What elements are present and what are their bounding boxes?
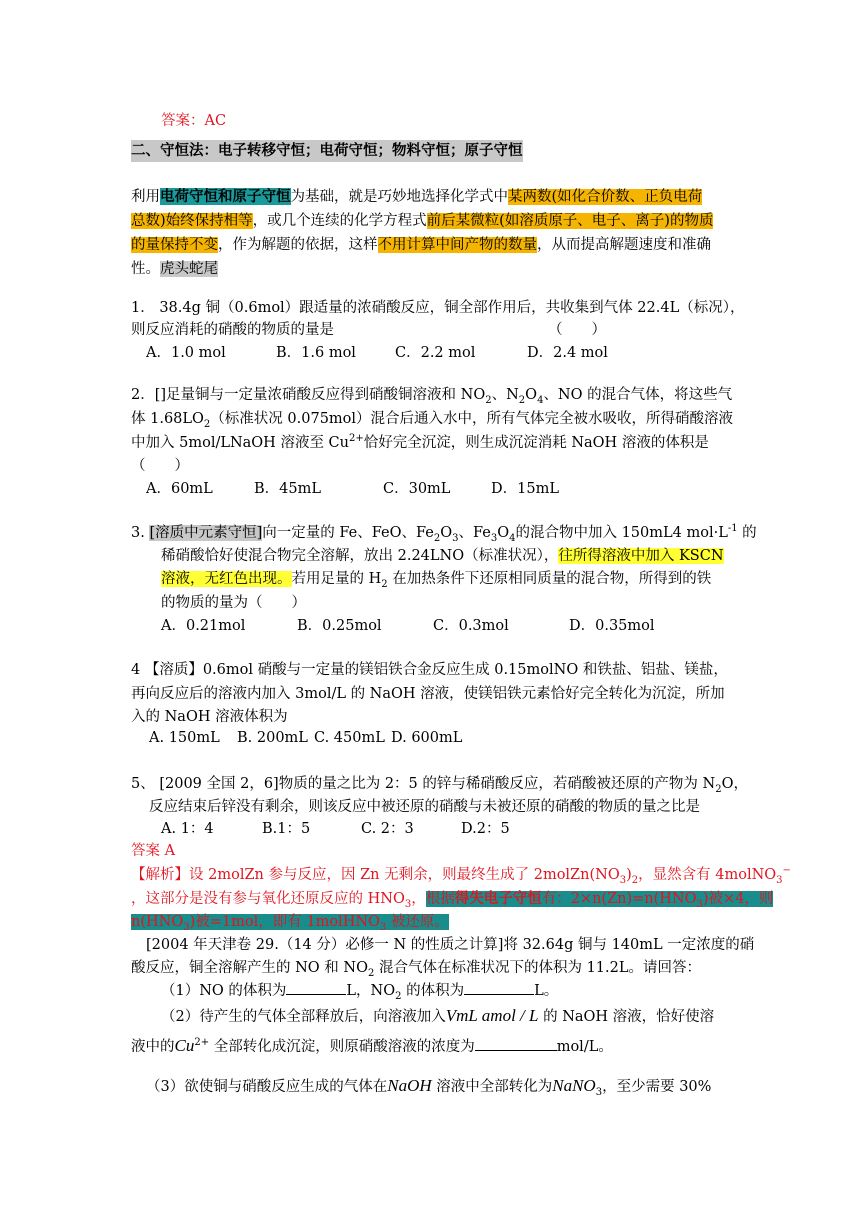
q1-line-2: 则反应消耗的硝酸的物质的量是 (131, 322, 334, 338)
q4-option-c: C. 450mL (314, 730, 385, 746)
q4-line-3: 入的 NaOH 溶液体积为 (131, 709, 288, 725)
q1-paren: （ ） (548, 322, 606, 338)
q2-line-3: 中加入 5mol/LNaOH 溶液至 $Cu^{2+}$恰好完全沉淀，则生成沉淀消耗 NaOH 溶液的体积是 (131, 433, 709, 451)
q5-answer: 答案 A (131, 843, 176, 859)
intro-line-4: 性。虎头蛇尾 (131, 261, 218, 277)
q4-line-1: 4 【溶质】0.6mol 硝酸与一定量的镁铝铁合金反应生成 0.15molNO 和铁盐、铝盐、镁盐， (131, 662, 728, 678)
q6-part-1: （1）NO 的体积为 L，$NO_2$ 的体积为 L。 (161, 980, 558, 1002)
q1-option-b: B．1.6 mol (276, 345, 356, 361)
q6-part-2-line-2: 液中的$Cu^{2+}$ 全部转化成沉淀，则原硝酸溶液的浓度为 mol/L。 (131, 1036, 613, 1055)
q2-line-2: 体 $1.68LO_2$（标准状况 0.075mol）混合后通入水中，所有气体完全被水吸收，所得硝酸溶液 (131, 411, 734, 430)
q3-line-4: 的物质的量为（ ） (161, 595, 306, 611)
q4-option-b: B. 200mL (237, 730, 308, 746)
q5-option-c: C. 2：3 (361, 821, 414, 837)
q5-line-2: 反应结束后锌没有剩余，则该反应中被还原的硝酸与未被还原的硝酸的物质的量之比是 (149, 799, 700, 815)
q5-option-d: D.2：5 (461, 821, 510, 837)
q1-line-1: 1． 38.4g 铜（0.6mol）跟适量的浓硝酸反应，铜全部作用后，共收集到气体 22.4L（标况）， (131, 300, 745, 316)
q3-line-2: 稀硝酸恰好使混合物完全溶解，放出 2.24LNO（标准状况），往所得溶液中加入 KSCN (161, 548, 724, 564)
q3-line-3: 溶液，无红色出现。若用足量的 $H_2$ 在加热条件下还原相同质量的混合物，所得到的铁 (161, 571, 712, 590)
q1-option-d: D．2.4 mol (527, 345, 608, 361)
q2-option-d: D．15mL (491, 481, 559, 497)
q5-analysis-line-3: $n(HNO_3)$被=1mol，即有 1molHNO$_3$ 被还原。 (131, 914, 449, 933)
q2-option-a: A．60mL (146, 481, 213, 497)
q3-option-b: B．0.25mol (297, 618, 382, 634)
no2-volume-blank[interactable] (464, 980, 534, 995)
q1-option-a: A．1.0 mol (146, 345, 226, 361)
q5-analysis-line-1: 【解析】设 2molZn 参与反应，因 Zn 无剩余，则最终生成了 $2molZn(NO_3)_2$，显然含有 4molNO$_3$− (131, 865, 791, 886)
q2-line-4: （ ） (131, 458, 189, 474)
q3-option-a: A．0.21mol (161, 618, 246, 634)
previous-answer: 答案：AC (161, 113, 227, 129)
no-volume-blank[interactable] (286, 980, 346, 995)
section-title: 二、守恒法：电子转移守恒；电荷守恒；物料守恒；原子守恒 (131, 140, 523, 162)
q2-option-b: B．45mL (254, 481, 321, 497)
q2-line-1: 2．[]足量铜与一定量浓硝酸反应得到硝酸铜溶液和 $NO_2$、$N_2O_4$、NO 的混合气体，将这些气 (131, 387, 733, 406)
q5-option-a: A. 1：4 (161, 821, 214, 837)
q2-option-c: C．30mL (383, 481, 451, 497)
concentration-blank[interactable] (475, 1036, 557, 1051)
q3-option-c: C．0.3mol (433, 618, 509, 634)
q1-option-c: C．2.2 mol (395, 345, 476, 361)
q6-part-3: （3）欲使铜与硝酸反应生成的气体在NaOH 溶液中全部转化为NaNO$_3$，至少需要 30% (146, 1076, 712, 1098)
q4-line-2: 再向反应后的溶液内加入 3mol/L 的 NaOH 溶液，使镁铝铁元素恰好完全转化为沉淀，所加 (131, 686, 725, 702)
intro-line-3: 的量保持不变，作为解题的依据，这样不用计算中间产物的数量，从而提高解题速度和准确 (131, 237, 711, 253)
intro-line-1: 利用电荷守恒和原子守恒为基础，就是巧妙地选择化学式中某两数(如化合价数、正负电荷 (131, 188, 703, 205)
q4-option-d: D. 600mL (391, 730, 463, 746)
q5-analysis-line-2: ，这部分是没有参与氧化还原反应的 $HNO_3$，根据得失电子守恒有：$2\times n(Zn)=n(HNO_3)$被×4，则 (131, 890, 774, 910)
q6-part-2-line-1: （2）待产生的气体全部释放后，向溶液加入VmL amol / L 的 NaOH 溶液，恰好使溶 (161, 1006, 715, 1025)
q4-option-a: A. 150mL (149, 730, 220, 746)
q6-line-2: 酸反应，铜全溶解产生的 NO 和 $NO_2$ 混合气体在标准状况下的体积为 11.2L。请回答： (131, 960, 701, 979)
intro-line-2: 总数)始终保持相等，或几个连续的化学方程式前后某微粒(如溶质原子、电子、离子)的物质 (131, 213, 714, 229)
q3-line-1: 3. [溶质中元素守恒]向一定量的 Fe、FeO、$Fe_2O_3$、$Fe_3O_4$的混合物中加入 150mL4 $mol\cdot L^{-1}$ 的 (131, 523, 757, 544)
q5-line-1: 5、 [2009 全国 2，6]物质的量之比为 2：5 的锌与稀硝酸反应，若硝酸被还原的产物为 $N_2O$， (131, 776, 748, 795)
q3-option-d: D．0.35mol (569, 618, 655, 634)
q5-option-b: B.1：5 (262, 821, 311, 837)
q6-line-1: [2004 年天津卷 29.（14 分）必修一 N 的性质之计算]将 32.64g 铜与 140mL 一定浓度的硝 (146, 937, 755, 953)
